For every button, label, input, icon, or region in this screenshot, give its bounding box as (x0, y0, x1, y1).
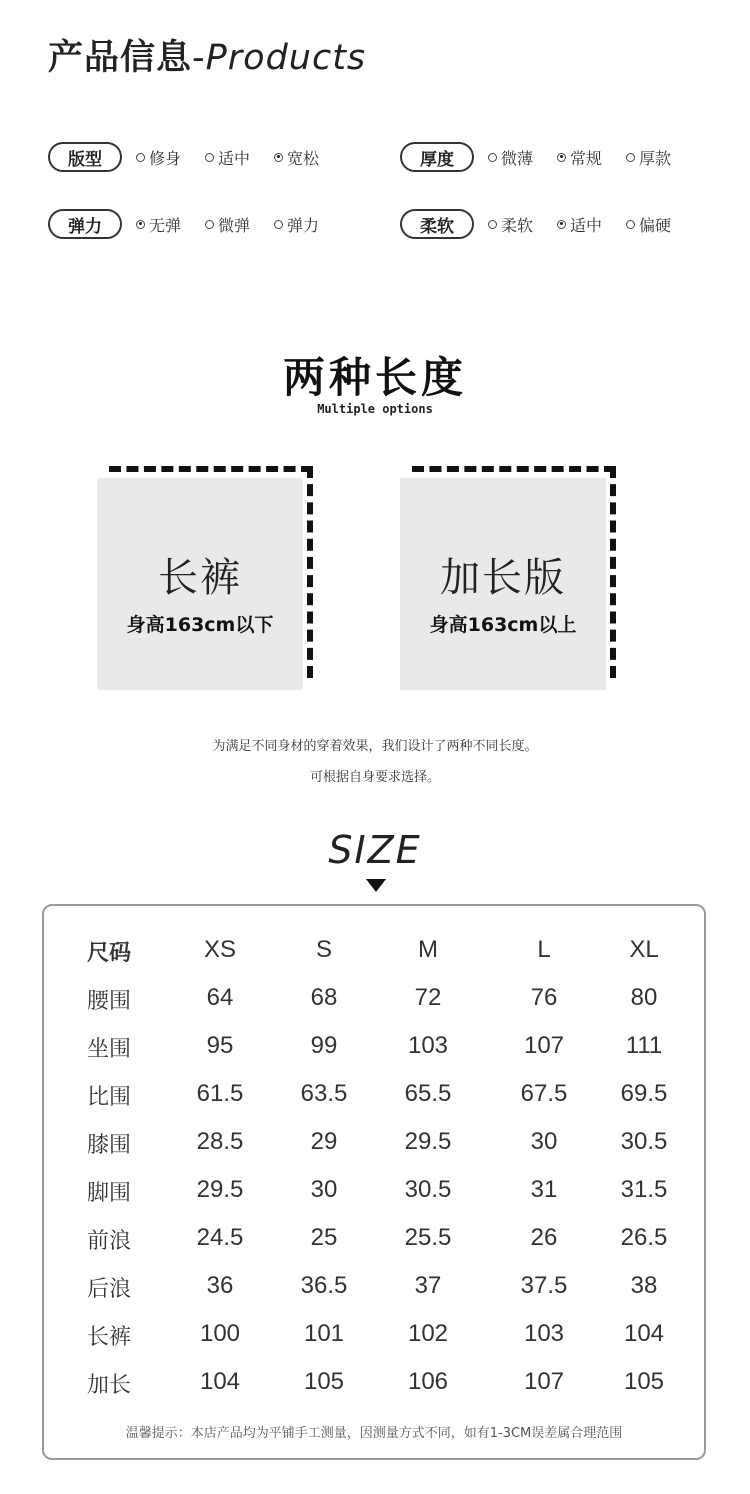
table-cell: 30 (530, 1128, 558, 1155)
table-cell: 29.5 (404, 1128, 452, 1155)
table-cell: 104 (623, 1320, 665, 1347)
option-label: 修身 (149, 148, 182, 168)
radio-selected-icon (274, 153, 283, 162)
table-cell: 103 (523, 1320, 565, 1347)
table-cell: 31.5 (620, 1176, 668, 1203)
table-cell: 101 (303, 1320, 345, 1347)
option-label: 常规 (570, 148, 603, 168)
option-label: 宽松 (287, 148, 320, 168)
table-cell: 30.5 (620, 1128, 668, 1155)
attribute-option (205, 213, 250, 236)
lengths-subtitle: Multiple options (317, 402, 433, 416)
length-name: 加长版 (440, 555, 566, 601)
table-cell: 坐围 (86, 1037, 131, 1062)
radio-icon (488, 220, 497, 229)
attribute-thickness (400, 142, 695, 172)
attribute-option (557, 213, 602, 236)
attribute-option (136, 146, 181, 169)
table-cell: 前浪 (86, 1229, 131, 1254)
radio-icon (488, 153, 497, 162)
page-title (48, 30, 366, 80)
table-cell: 25 (310, 1224, 338, 1251)
table-cell: 30 (310, 1176, 338, 1203)
attribute-option (274, 146, 319, 169)
table-cell: 36.5 (300, 1272, 348, 1299)
table-row (44, 1128, 704, 1168)
option-label: 弹力 (287, 215, 320, 235)
table-row (44, 1320, 704, 1360)
table-cell: 61.5 (196, 1080, 244, 1107)
length-height: 身高163cm以上 (429, 614, 577, 636)
table-cell: 膝围 (86, 1133, 131, 1158)
table-cell: 38 (630, 1272, 658, 1299)
dashed-border (109, 466, 313, 472)
table-cell: 65.5 (404, 1080, 452, 1107)
table-cell: 105 (623, 1368, 665, 1395)
attribute-option (626, 146, 671, 169)
table-cell: 26.5 (620, 1224, 668, 1251)
card-background (400, 478, 606, 690)
table-header-cell: M (418, 936, 438, 963)
table-cell: 后浪 (86, 1277, 131, 1302)
size-table (42, 904, 706, 1460)
table-cell: 63.5 (300, 1080, 348, 1107)
table-cell: 24.5 (196, 1224, 244, 1251)
table-cell: 100 (199, 1320, 241, 1347)
radio-icon (626, 153, 635, 162)
table-cell: 37 (414, 1272, 442, 1299)
table-cell: 69.5 (620, 1080, 668, 1107)
arrow-down-icon (366, 879, 386, 892)
table-row (44, 1032, 704, 1072)
table-cell: 95 (206, 1032, 234, 1059)
table-cell: 64 (206, 984, 234, 1011)
dashed-border (412, 466, 616, 472)
dashed-border (307, 466, 313, 678)
table-header-cell: XS (203, 936, 236, 963)
attribute-option (205, 146, 250, 169)
length-card-regular (97, 466, 313, 688)
lengths-note-line1: 为满足不同身材的穿着效果，我们设计了两种不同长度。 (212, 739, 538, 754)
table-row (44, 1368, 704, 1408)
table-cell: 107 (523, 1368, 565, 1395)
table-cell: 脚围 (86, 1181, 131, 1206)
attribute-label: 版型 (48, 142, 122, 172)
attribute-option (488, 146, 533, 169)
option-label: 偏硬 (639, 215, 672, 235)
table-cell: 105 (303, 1368, 345, 1395)
table-header-cell: L (537, 936, 551, 963)
table-cell: 29 (310, 1128, 338, 1155)
option-label: 厚款 (639, 148, 672, 168)
table-cell: 加长 (86, 1373, 131, 1398)
card-background (97, 478, 303, 690)
table-cell: 比围 (86, 1085, 131, 1110)
attribute-fit (48, 142, 343, 172)
radio-selected-icon (136, 220, 145, 229)
attribute-label: 弹力 (48, 209, 122, 239)
table-cell: 103 (407, 1032, 449, 1059)
table-row (44, 1272, 704, 1312)
table-cell: 30.5 (404, 1176, 452, 1203)
radio-icon (626, 220, 635, 229)
radio-icon (205, 153, 214, 162)
size-title: SIZE (328, 828, 422, 872)
table-row (44, 984, 704, 1024)
length-height: 身高163cm以下 (126, 614, 274, 636)
attribute-label: 厚度 (400, 142, 474, 172)
option-label: 适中 (218, 148, 251, 168)
table-row (44, 1224, 704, 1264)
table-header-row (44, 936, 704, 976)
table-cell: 76 (530, 984, 558, 1011)
attribute-elasticity (48, 209, 343, 239)
table-row (44, 1176, 704, 1216)
radio-icon (136, 153, 145, 162)
option-label: 适中 (570, 215, 603, 235)
page-title-cn: 产品信息 (48, 38, 193, 78)
option-label: 无弹 (149, 215, 182, 235)
table-cell: 68 (310, 984, 338, 1011)
table-cell: 111 (625, 1032, 663, 1059)
length-name: 长裤 (158, 555, 242, 601)
table-cell: 29.5 (196, 1176, 244, 1203)
option-label: 微弹 (218, 215, 251, 235)
attribute-option (274, 213, 319, 236)
table-cell: 102 (407, 1320, 449, 1347)
table-header-cell: S (315, 936, 332, 963)
option-label: 柔软 (501, 215, 534, 235)
option-label: 微薄 (501, 148, 534, 168)
attribute-softness (400, 209, 695, 239)
table-cell: 长裤 (86, 1325, 131, 1350)
table-cell: 106 (407, 1368, 449, 1395)
table-cell: 67.5 (520, 1080, 568, 1107)
table-row (44, 1080, 704, 1120)
table-cell: 31 (530, 1176, 558, 1203)
table-header-cell: 尺码 (86, 941, 131, 966)
lengths-title: 两种长度 (282, 353, 467, 402)
length-card-extended (400, 466, 616, 688)
table-cell: 80 (630, 984, 658, 1011)
radio-selected-icon (557, 220, 566, 229)
radio-icon (274, 220, 283, 229)
table-cell: 25.5 (404, 1224, 452, 1251)
table-cell: 26 (530, 1224, 558, 1251)
size-note: 温馨提示：本店产品均为平铺手工测量，因测量方式不同，如有1-3CM误差属合理范围 (125, 1426, 623, 1441)
table-cell: 36 (206, 1272, 234, 1299)
table-cell: 107 (523, 1032, 565, 1059)
table-cell: 37.5 (520, 1272, 568, 1299)
table-cell: 104 (199, 1368, 241, 1395)
attribute-label: 柔软 (400, 209, 474, 239)
table-cell: 腰围 (86, 989, 131, 1014)
table-cell: 28.5 (196, 1128, 244, 1155)
lengths-note-line2: 可根据自身要求选择。 (309, 770, 440, 785)
table-cell: 72 (414, 984, 442, 1011)
radio-icon (205, 220, 214, 229)
attribute-option (557, 146, 602, 169)
dashed-border (610, 466, 616, 678)
page-title-en: Products (205, 38, 367, 78)
table-header-cell: XL (629, 936, 659, 963)
attribute-option (488, 213, 533, 236)
radio-selected-icon (557, 153, 566, 162)
table-cell: 99 (310, 1032, 338, 1059)
attribute-option (626, 213, 671, 236)
page-title-separator: - (192, 38, 206, 78)
attribute-option (136, 213, 181, 236)
